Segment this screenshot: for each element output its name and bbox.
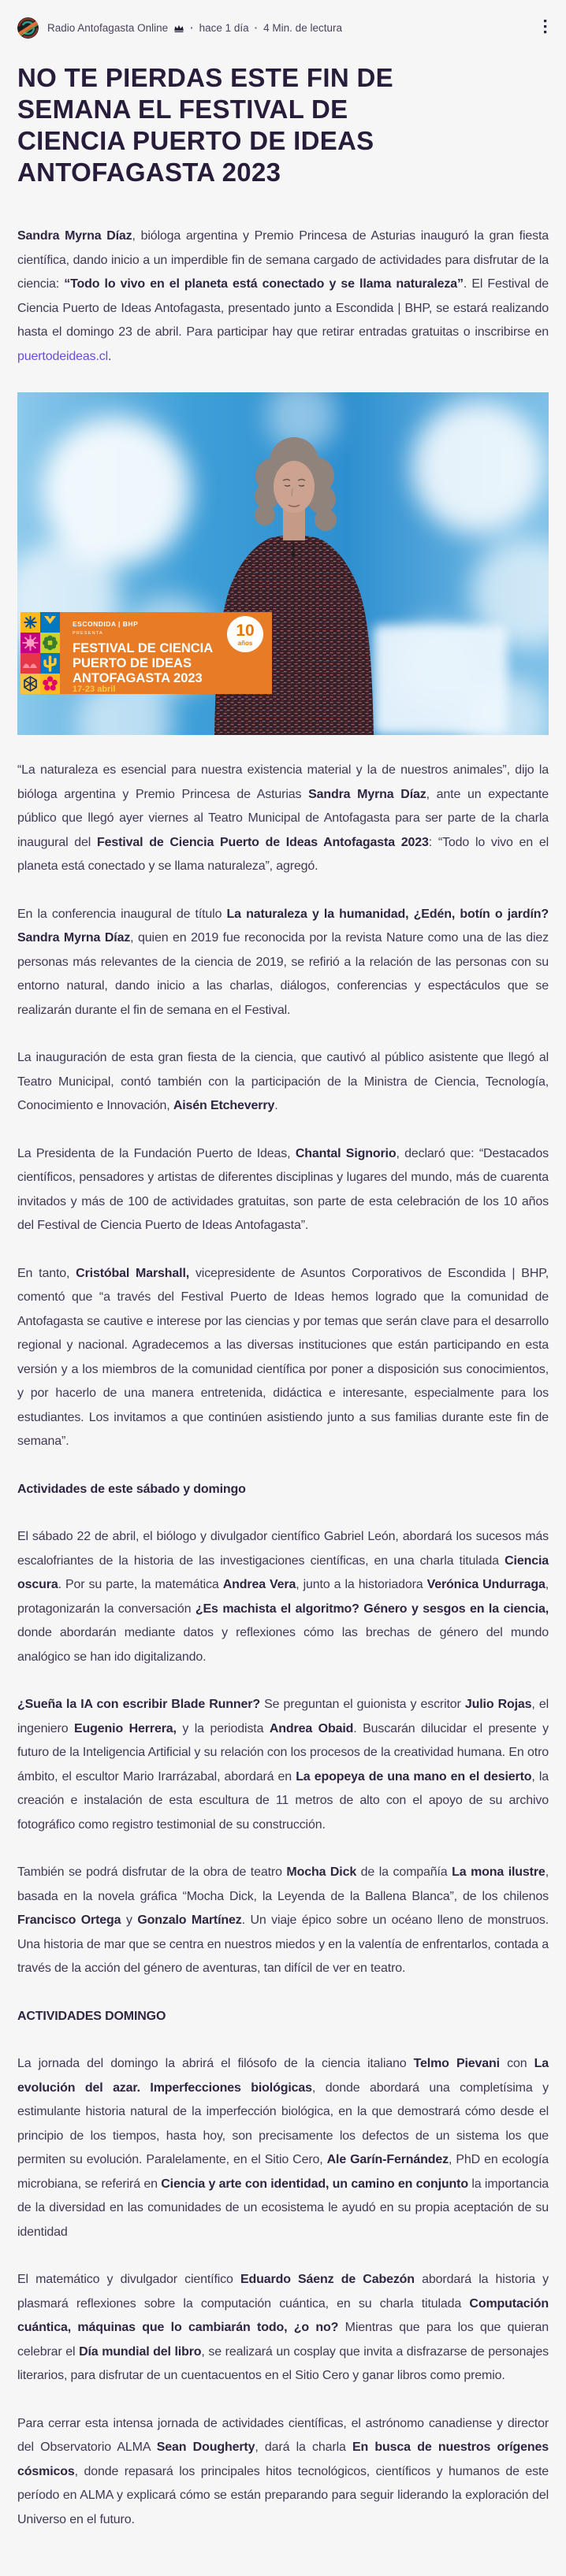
bold-text: Cristóbal Marshall, [76,1266,190,1280]
bold-text: Gonzalo Martínez [137,1913,242,1927]
body-text: , ante un expectante público que llegó ayer viernes al Teatro Municipal de Antofagasta para ser parte de la charla inaugural del [17,787,549,849]
inline-link[interactable]: puertodeideas.cl [17,349,109,363]
bold-text: Ale Garín-Fernández [326,2153,449,2166]
body-text: donde abordarán mediante datos y reflexiones cómo las brechas de género del mundo analógico se han ido digitalizando. [17,1626,549,1664]
banner-line3: ANTOFAGASTA 2023 [73,671,203,685]
bold-text: “Todo lo vivo en el planeta está conectado y se llama naturaleza” [64,277,464,291]
article-paragraph [17,1693,549,1837]
body-text: , la creación e instalación de esta escultura de 11 metros de alto con el apoyo de su archivo fotográfico como registro testimonial de su construcción. [17,1769,549,1832]
bold-text: Festival de Ciencia Puerto de Ideas Antofagasta 2023 [97,835,429,849]
body-text: y la periodista [176,1721,270,1735]
body-text: , junto a la historiadora [296,1578,427,1591]
body-text: con [499,2057,534,2070]
body-text: , el ingeniero [17,1698,549,1735]
body-text: abordará la historia y plasmará reflexiones sobre la computación cuántica, en su charla titulada [17,2273,549,2311]
badge-label: años [237,640,253,647]
bold-text: La mona ilustre [452,1865,546,1879]
article-paragraph [17,1861,549,1981]
article-paragraph [17,903,549,1023]
banner-presents: PRESENTA [73,631,103,636]
bold-text: Eugenio Herrera, [74,1721,177,1735]
body-text: , donde repasará los principales hitos tecnológicos, científicos y humanos de este período en ALMA y explicará cómo se están preparando para seguir liderando la exploración del Universo en el futuro. [17,2464,549,2526]
article-paragraph [17,2268,549,2389]
bold-text: ACTIVIDADES DOMINGO [17,2009,166,2023]
article-body [17,759,549,2532]
festival-icon-tiles [20,612,60,694]
body-text: , protagonizarán la conversación [17,1578,549,1616]
title-line: SEMANA EL FESTIVAL DE [17,95,348,124]
body-text: En la conferencia inaugural de título [17,907,227,921]
radio-logo-icon [17,17,39,39]
meta-separator: · [254,22,259,34]
bold-text: Ciencia oscura [17,1553,549,1591]
banner-line1: FESTIVAL DE CIENCIA [73,641,214,655]
post-date: hace 1 día [199,22,249,34]
tile-starburst-icon [24,616,37,629]
lectern [374,625,508,735]
body-text: “La naturaleza es esencial para nuestra existencia material y la de nuestros animales”, dijo la bióloga argentina y Premio Princesa de Asturias [17,763,549,801]
article-paragraph [17,2412,549,2533]
body-text: vicepresidente de Asuntos Corporativos de Escondida | BHP, comentó que “a través del Festival Puerto de Ideas hemos logrado que la comunidad de Antofagasta se cautive e interese por las ciencias y por temas que serán clave para el desarrollo regional y nacional. Agradecemos a las diversas instituciones que están participando en esta versión y a los miembros de la comunidad científica por poner a disposición sus conocimientos, y por hacerlo de una manera entretenida, didáctica e interesante, especialmente para los estudiantes. Los invitamos a que continúen asistiendo junto a sus familias durante este fin de semana”. [17,1266,549,1448]
body-text: . Por su parte, la matemática [58,1578,223,1591]
bold-text: Andrea Obaid [269,1721,354,1735]
body-text: , declaró que: “Destacados científicos, pensadores y artistas de diferentes disciplinas y lugares del mundo, más de cuarenta invitados y más de 100 de actividades gratuitas, son parte de esta celebración de los 10 años del Festival de Ciencia Puerto de Ideas Antofagasta”. [17,1146,549,1232]
banner-10-years-badge [227,616,263,652]
body-text: . [108,349,112,363]
bold-text: Francisco Ortega [17,1913,121,1927]
body-text: , PhD en ecología microbiana, se referirá en [17,2153,549,2191]
bold-text: Computación cuántica, máquinas que lo cambiarán todo, ¿o no? [17,2296,549,2334]
read-time: 4 Min. de lectura [263,22,342,34]
bold-text: Día mundial del libro [79,2344,202,2359]
section-heading [17,1478,549,1502]
festival-stage-photo [17,392,549,735]
body-text: Mientras que para los que quieran celebrar el [17,2321,549,2359]
bold-text: Actividades de este sábado y domingo [17,1482,246,1496]
bold-text: Sean Dougherty [156,2441,255,2454]
body-text: . [274,1099,278,1112]
title-line: CIENCIA PUERTO DE IDEAS [17,126,374,155]
tile-sun-icon [23,635,39,651]
post-header [17,0,549,43]
bold-text: Chantal Signorio [295,1146,397,1160]
body-text: En tanto, [17,1266,76,1280]
bold-text: Ciencia y arte con identidad, un camino en conjunto [161,2177,468,2191]
title-line: NO TE PIERDAS ESTE FIN DE [17,63,393,92]
more-options-icon [543,19,547,35]
article-paragraph [17,1525,549,1669]
body-text: La inauguración de esta gran fiesta de la ciencia, que cautivó al público asistente que llegó al Teatro Municipal, contó también con la participación de la Ministra de Ciencia, Tecnología, Conocimiento e Innovación, [17,1051,549,1112]
bold-text: En busca de nuestros orígenes cósmicos [17,2441,549,2478]
article-paragraph [17,759,549,879]
bold-text: Eduardo Sáenz de Cabezón [240,2273,415,2286]
article-paragraph [17,1142,549,1238]
body-text: y [121,1913,138,1927]
title-line: ANTOFAGASTA 2023 [17,158,281,187]
article-paragraph [17,2052,549,2244]
body-text: , se realizará un cosplay que invita a disfrazarse de personajes literarios, para disfrutar de un cuentacuentos en el Sitio Cero y ganar libros como premio. [17,2344,549,2382]
page-title [17,62,549,188]
body-text: , donde abordará una completísima y estimulante historia natural de la imperfección biológica, en la que demostrará cómo desde el principio de los tiempos, hasta hoy, son precisamente los defectos de un sistema los que permiten su evolución. Paralelamente, en el Sitio Cero, [17,2080,549,2166]
body-text: , basada en la novela gráfica “Mocha Dick, la Leyenda de la Ballena Blanca”, de los chilenos [17,1865,549,1903]
more-options-button[interactable] [542,16,549,40]
article-paragraph [17,1046,549,1119]
article-body-top [17,225,549,369]
body-text: El matemático y divulgador científico [17,2273,240,2286]
body-text: Se preguntan el guionista y escritor [260,1698,465,1711]
article-paragraph [17,225,549,369]
bold-text: Sandra Myrna Díaz [17,931,131,945]
body-text: , dará la charla [255,2441,352,2454]
body-text: La jornada del domingo la abrirá el filósofo de la ciencia italiano [17,2057,414,2070]
bold-text: La epopeya de una mano en el desierto [296,1769,532,1784]
body-text: , quien en 2019 fue reconocida por la revista Nature como una de las diez personas más relevantes de la ciencia de 2019, se refirió a la relación de las personas con su entorno natural, dando inicio a las charlas, diálogos, conferencias y espectáculos que se realizarán durante el fin de semana en el Festival. [17,931,549,1017]
body-text: : “Todo lo vivo en el planeta está conectado y se llama naturaleza”, agregó. [17,835,549,873]
body-text: También se podrá disfrutar de la obra de teatro [17,1865,287,1879]
avatar[interactable] [17,17,39,39]
festival-banner [60,612,272,694]
bold-text: Sandra Myrna Díaz [17,229,132,243]
author-name[interactable]: Radio Antofagasta Online [47,22,169,34]
banner-presenter: ESCONDIDA | BHP [73,620,139,628]
bold-text: Andrea Vera [222,1578,296,1591]
bold-text: Verónica Undurraga [426,1578,546,1591]
body-text: La Presidenta de la Fundación Puerto de Ideas, [17,1146,296,1160]
body-text: , bióloga argentina y Premio Princesa de Asturias inauguró la gran fiesta científica, dando inicio a un imperdible fin de semana cargado de actividades para disfrutar de la ciencia: [17,229,549,291]
section-heading [17,2005,549,2029]
crown-badge-icon [173,24,184,33]
body-text: Para cerrar esta intensa jornada de actividades científicas, el astrónomo canadiense y director del Observatorio ALMA [17,2416,549,2454]
bold-text: Telmo Pievani [413,2057,500,2070]
body-text: . Un viaje épico sobre un océano lleno de monstruos. Una historia de mar que se centra en nuestros miedos y en la valentía de enfrentarlos, contada a través de la acción del género de aventuras, tan difícil de ver en teatro. [17,1913,549,1975]
article-paragraph [17,1262,549,1454]
bold-text: Sandra Myrna Díaz [308,787,426,801]
hero-image[interactable] [17,392,549,735]
body-text: . Buscarán dilucidar el presente y futuro de la Inteligencia Artificial y su relación con los procesos de la creatividad humana. En otro ámbito, el escultor Mario Irarrázabal, abordará en [17,1721,549,1784]
bold-text: Aisén Etcheverry [173,1099,275,1112]
bold-text: ¿Sueña la IA con escribir Blade Runner? [17,1698,260,1711]
bold-text: La naturaleza y la humanidad, ¿Edén, botín o jardín? [226,907,549,921]
badge-number: 10 [236,622,255,640]
bold-text: ¿Es machista el algoritmo? Género y sesgos en la ciencia, [195,1602,549,1616]
body-text: . El Festival de Ciencia Puerto de Ideas Antofagasta, presentado junto a Escondida | BHP, se estará realizando hasta el domingo 23 de abril. Para participar hay que retirar entradas gratuitas o inscribirse en [17,277,549,339]
bold-text: Mocha Dick [286,1865,357,1879]
body-text: de la compañía [356,1865,452,1879]
bold-text: La evolución del azar. Imperfecciones biológicas [17,2057,549,2095]
bold-text: Julio Rojas [464,1698,532,1711]
banner-line2: PUERTO DE IDEAS [73,656,192,670]
body-text: El sábado 22 de abril, el biólogo y divulgador científico Gabriel León, abordará los sucesos más escalofriantes de la historia de las investigaciones científicas, en una charla titulada [17,1530,549,1568]
meta-separator: · [190,22,194,34]
banner-dates: 17-23 abril [73,685,116,694]
body-text: la importancia de la diversidad en las comunidades de un ecosistema le ayudó en su propia aceptación de su identidad [17,2177,549,2239]
